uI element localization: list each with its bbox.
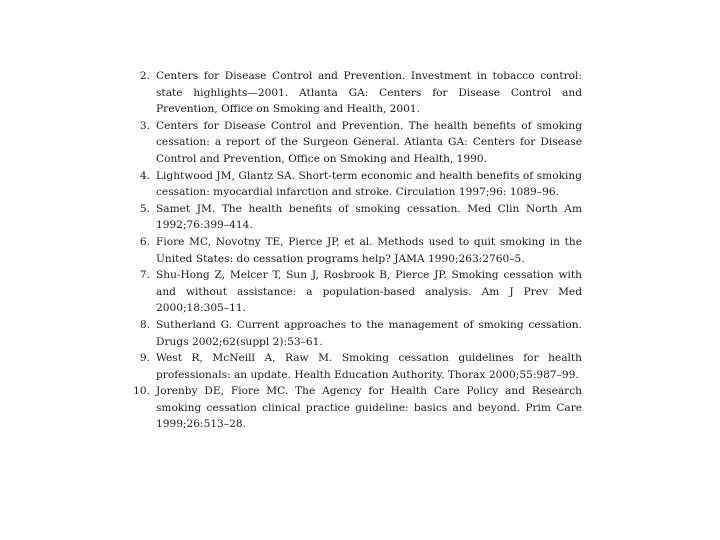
reference-number: 6. xyxy=(139,235,150,248)
reference-number: 5. xyxy=(139,202,150,215)
reference-text: Lightwood JM, Glantz SA. Short-term economic and health benefits of smoking cessation: myocardial infarction and stroke. Circulation 1997;96: 1089–96. xyxy=(156,169,582,199)
reference-number: 3. xyxy=(139,119,150,132)
reference-text: Jorenby DE, Fiore MC. The Agency for Health Care Policy and Research smoking cessation clinical practice guideline: basics and beyond. Prim Care 1999;26:513–28. xyxy=(156,385,582,431)
cutoff-text-line xyxy=(140,476,530,483)
reference-text: Centers for Disease Control and Prevention. Investment in tobacco control: state highlights—2001. Atlanta GA: Centers for Disease Control and Prevention, Office on Smoking and Health, 2001. xyxy=(156,70,582,116)
reference-text: West R, McNeill A, Raw M. Smoking cessation guidelines for health professionals: an update. Health Education Authority. Thorax 2000;55:987–99. xyxy=(156,352,582,381)
reference-text: Fiore MC, Novotny TE, Pierce JP, et al. Methods used to quit smoking in the United States: do cessation programs help? JAMA 1990;263:2760–5. xyxy=(156,235,582,265)
reference-item xyxy=(132,68,582,118)
reference-item xyxy=(132,201,582,234)
reference-number: 8. xyxy=(139,318,150,331)
reference-text: Shu-Hong Z, Melcer T, Sun J, Rosbrook B, Pierce JP. Smoking cessation with and without assistance: a population-based analysis. Am J Prev Med 2000;18:305–11. xyxy=(156,269,582,315)
reference-item xyxy=(132,234,582,267)
reference-list xyxy=(132,68,582,433)
reference-text: Centers for Disease Control and Prevention. The health benefits of smoking cessation: a report of the Surgeon General. Atlanta GA: Centers for Disease Control and Prevention, Office on Smoking and Health, 1990. xyxy=(156,119,582,165)
reference-item xyxy=(132,267,582,317)
reference-number: 9. xyxy=(139,352,150,365)
reference-item xyxy=(132,168,582,201)
reference-item xyxy=(132,383,582,433)
reference-number: 10. xyxy=(133,385,150,398)
reference-text: Samet JM. The health benefits of smoking cessation. Med Clin North Am 1992;76:399–414. xyxy=(156,202,582,232)
reference-item xyxy=(132,350,582,383)
reference-number: 7. xyxy=(139,269,150,282)
reference-number: 2. xyxy=(139,70,150,82)
reference-item xyxy=(132,317,582,350)
reference-item xyxy=(132,118,582,168)
reference-text: Sutherland G. Current approaches to the management of smoking cessation. Drugs 2002;62(suppl 2):53–61. xyxy=(156,318,582,348)
reference-number: 4. xyxy=(139,169,150,182)
